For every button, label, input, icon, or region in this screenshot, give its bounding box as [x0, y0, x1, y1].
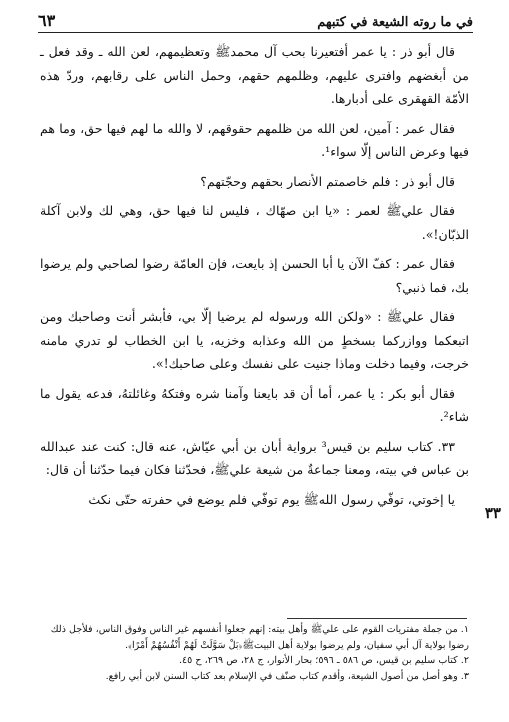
running-header: [38, 8, 473, 30]
footnote-1: ١. من جملة مفتريات القوم على عليﷺ وأهل بيته: إنهم جعلوا أنفسهم غير الناس وفوق الناس، فلأجل ذلك رضوا بولاية آل أبي سفيان، ولم يرضوا بولاية أهل البيتﷺ﴿بَلْ سَوَّلَتْ لَهُمْ أَنْفُسُهُمْ أَمْرًا﴾.: [50, 624, 469, 651]
footnote-3: ٣. وهو أصل من أصول الشيعة، وأقدم كتاب صنّف في الإسلام بعد كتاب السنن لابن أبي رافع.: [105, 670, 469, 682]
paragraph-2: فقال عمر : آمين، لعن الله من ظلمهم حقوقهم، لا والله ما لهم فيها حق، وما هم فيها وعرض الناس إلّا سواء¹.: [40, 120, 469, 159]
footnote-2: ٢. كتاب سليم بن قيس، ص ٥٨٦ ـ ٥٩٦؛ بحار الأنوار، ج ٢٨، ص ٢٦٩، ح ٤٥.: [178, 655, 469, 666]
paragraph-8: ٣٣. كتاب سليم بن قيس³ برواية أبان بن أبي عيّاش، عنه قال: كنت عند عبدالله بن عباس في بيته، ومعنا جماعةٌ من شيعة عليﷺ، فحدّثنا فكان فيما حدّثنا أن قال:: [40, 438, 469, 477]
paragraph-1: قال أبو ذر : يا عمر أفتعيرنا بحب آل محمدﷺ وتعظيمهم، لعن الله ـ وقد فعل ـ من أبغضهم وافترى عليهم، وظلمهم حقهم، وحمل الناس على رقابهم، وردّ هذه الأمّة القهقرى على أدبارها.: [40, 44, 469, 106]
paragraph-5: فقال عمر : كفّ الآن يا أبا الحسن إذ بايعت، فإن العامّة رضوا لصاحبي ولم يرضوا بك، فما ذنبي؟: [40, 256, 469, 295]
page-number: ٦٣: [38, 11, 56, 30]
running-title: في ما روته الشيعة في كتبهم: [317, 15, 473, 30]
paragraph-4: فقال عليﷺ لعمر : «يا ابن صهّاك ، فليس لنا فيها حق، وهي لك ولابن آكلة الذبّان!».: [40, 203, 469, 242]
margin-number: ٣٣: [484, 504, 501, 522]
paragraph-7: فقال أبو بكر : يا عمر، أما أن قد بايعنا وآمنا شره وفتكهُ وغائلتهُ، فدعه يقول ما شاء².: [40, 385, 469, 424]
body-text: [40, 40, 469, 517]
footnotes: [40, 622, 469, 684]
paragraph-9: يا إخوتي، توفّي رسول اللهﷺ يوم توفّي فلم يوضع في حفرته حتّى نكث: [88, 491, 455, 507]
header-rule: [38, 32, 473, 33]
footnote-rule: [287, 618, 467, 619]
paragraph-3: قال أبو ذر : فلم خاصمتم الأنصار بحقهم وحجّتهم؟: [200, 173, 455, 189]
paragraph-6: فقال عليﷺ : «ولكن الله ورسوله لم يرضيا إلّا بي، فأبشر أنت وصاحبك ومن اتبعكما ووازركما بسخطٍ من الله وعذابه وخزيه، يا ابن الخطاب لو تدري مامنه خرجت، وفيما دخلت وماذا جنيت على نفسك وعلى صاحبك!».: [40, 309, 469, 371]
